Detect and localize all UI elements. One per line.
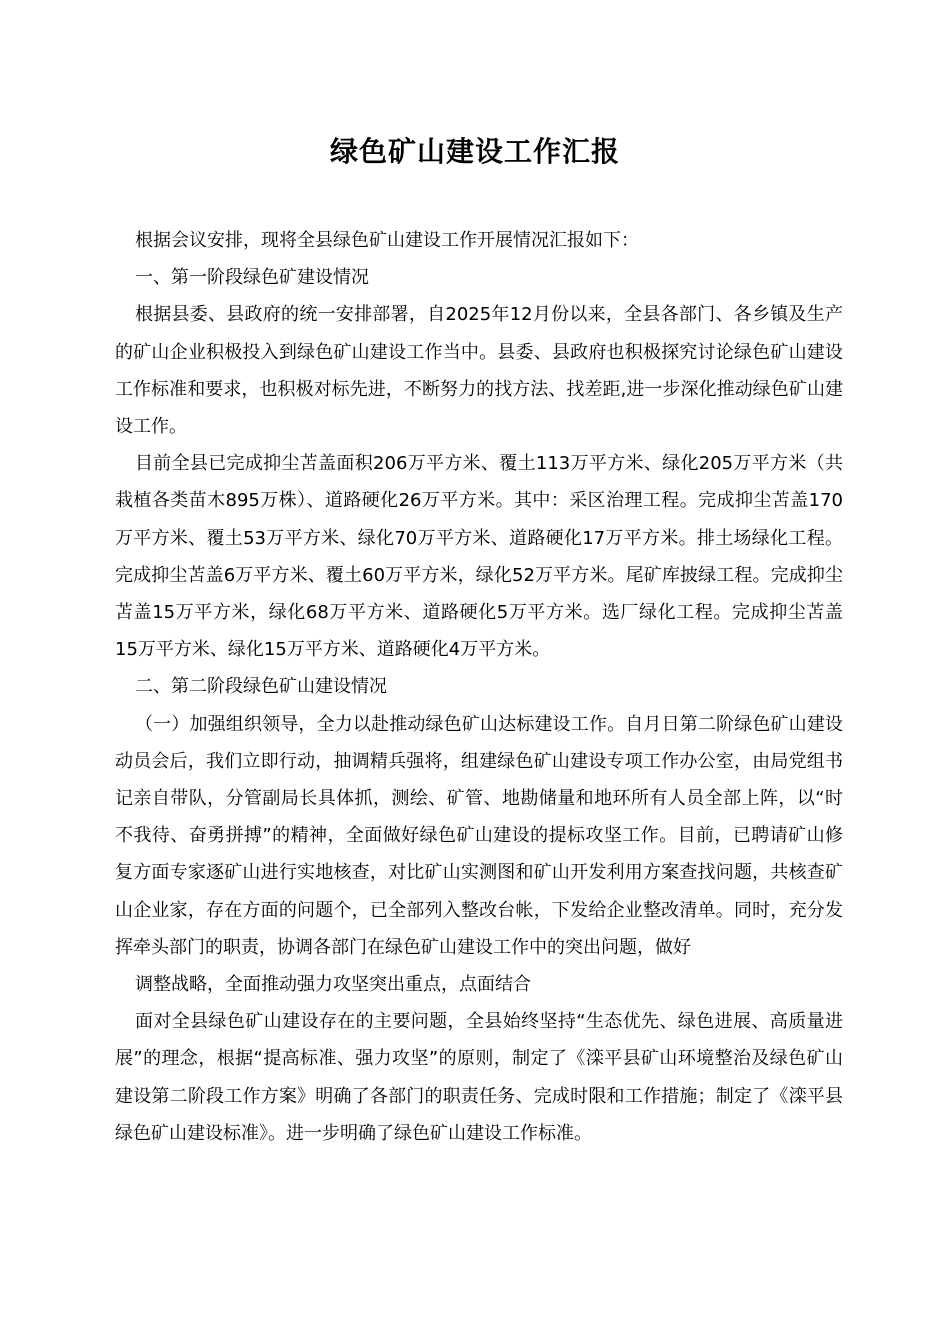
section-heading-2: 二、第二阶段绿色矿山建设情况 [135,676,387,698]
section-heading-1: 一、第一阶段绿色矿建设情况 [135,267,369,289]
intro-paragraph: 根据会议安排，现将全县绿色矿山建设工作开展情况汇报如下： [135,230,639,251]
body-paragraph: 调整战略，全面推动强力攻坚突出重点，点面结合 [135,974,531,996]
body-paragraph: 目前全县已完成抑尘苫盖面积206万平方米、覆土113万平方米、绿化205万平方米（共栽植各类苗木895万株）、道路硬化26万平方米。其中：采区治理工程。完成抑尘苫盖170万平方米、覆土53万平方米、绿化70万平方米、道路硬化17万平方米。排土场绿化工程。完成抑尘苫盖6万平方米、覆土60万平方米，绿化52万平方米。尾矿库披绿工程。完成抑尘苫盖15万平方米，绿化68万平方米、道路硬化5万平方米。选厂绿化工程。完成抑尘苫盖15万平方米、绿化15万平方米、道路硬化4万平方米。 [115,453,843,661]
body-paragraph: 根据县委、县政府的统一安排部署，自2025年12月份以来，全县各部门、各乡镇及生产的矿山企业积极投入到绿色矿山建设工作当中。县委、县政府也积极探究讨论绿色矿山建设工作标准和要求，也积极对标先进，不断努力的找方法、找差距,进一步深化推动绿色矿山建设工作。 [115,304,843,438]
body-paragraph: 面对全县绿色矿山建设存在的主要问题，全县始终坚持“生态优先、绿色进展、高质量进展”的理念，根据“提高标准、强力攻坚”的原则，制定了《滦平县矿山环境整治及绿色矿山建设第二阶段工作方案》明确了各部门的职责任务、完成时限和工作措施；制定了《滦平县绿色矿山建设标准》。进一步明确了绿色矿山建设工作标准。 [115,1011,843,1144]
document-title: 绿色矿山建设工作汇报 [329,135,620,168]
document-body [115,222,843,1152]
body-paragraph: （一）加强组织领导，全力以赴推动绿色矿山达标建设工作。自月日第二阶绿色矿山建设动员会后，我们立即行动，抽调精兵强将，组建绿色矿山建设专项工作办公室，由局党组书记亲自带队，分管副局长具体抓，测绘、矿管、地勘储量和地环所有人员全部上阵，以“时不我待、奋勇拼搏”的精神，全面做好绿色矿山建设的提标攻坚工作。目前，已聘请矿山修复方面专家逐矿山进行实地核查，对比矿山实测图和矿山开发利用方案查找问题，共核查矿山企业家，存在方面的问题个，已全部列入整改台帐，下发给企业整改清单。同时，充分发挥牵头部门的职责，协调各部门在绿色矿山建设工作中的突出问题，做好 [115,713,843,958]
